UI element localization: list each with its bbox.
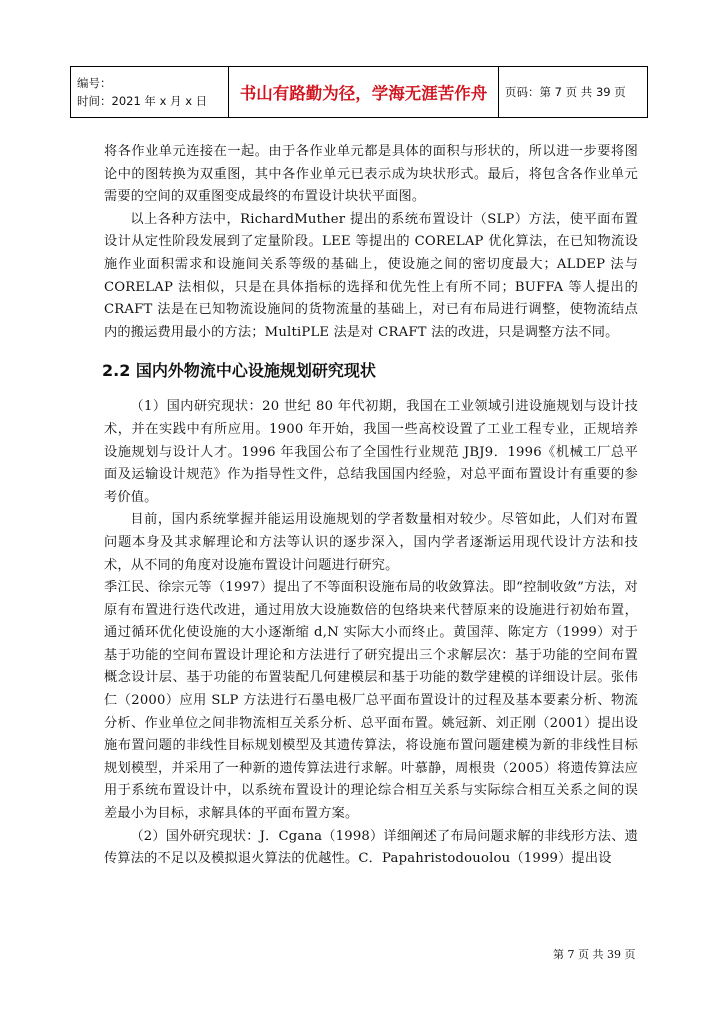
header-motto: 书山有路勤为径，学海无涯苦作舟 [239,84,488,103]
document-time-label: 时间：2021 年 x 月 x 日 [77,94,208,108]
section-title: 2.2 国内外物流中心设施规划研究现状 [102,361,376,381]
footer-page-number: 第 7 页 共 39 页 [553,948,636,961]
header-motto-cell [229,67,499,117]
header-page-cell [499,67,647,117]
paragraph-5: 季江民、徐宗元等（1997）提出了不等面积设施布局的收敛算法。即“控制收敛”方法，对原有布置进行迭代改进，通过用放大设施数倍的包络块来代替原来的设施进行初始布置，通过循环优化使设施的大小逐渐缩 d,N 实际大小而终止。黄国萍、陈定方（1999）对于基于功能的空间布置设计理论和方法进行了研究提出三个求解层次：基于功能的空间布置概念设计层、基于功能的布置装配几何建模层和基于功能的数学建模的详细设计层。张伟仁（2000）应用 SLP 方法进行石墨电极厂总平面布置设计的过程及基本要素分析、物流分析、作业单位之间非物流相互关系分析、总平面布置。姚冠新、刘正刚（2001）提出设施布置问题的非线性目标规划模型及其遗传算法，将设施布置问题建模为新的非线性目标规划模型，并采用了一种新的遗传算法进行求解。叶慕静，周根贵（2005）将遗传算法应用于系统布置设计中，以系统布置设计的理论综合相互关系与实际综合相互关系之间的误差最小为目标，求解具体的平面布置方案。 [104,580,638,822]
paragraph-6: （2）国外研究现状：J．Cgana（1998）详细阐述了布局问题求解的非线形方法、遗传算法的不足以及模拟退火算法的优越性。C．Papahristodouolou（1999）提出设 [104,828,638,867]
header-page-label: 页码：第 7 页 共 39 页 [505,85,626,99]
paragraph-1: 将各作业单元连接在一起。由于各作业单元都是具体的面积与形状的，所以进一步要将图论中的图转换为双重图，其中各作业单元已表示成为块状形式。最后，将包含各作业单元需要的空间的双重图变成最终的布置设计块状平面图。 [104,144,638,205]
document-number-label: 编号： [77,76,112,90]
header-table [70,66,648,118]
document-body [104,141,638,871]
paragraph-2: 以上各种方法中，RichardMuther 提出的系统布置设计（SLP）方法，使平面布置设计从定性阶段发展到了定量阶段。LEE 等提出的 CORELAP 优化算法，在已知物流设施作业面积需求和设施间关系等级的基础上，使设施之间的密切度最大；ALDEP 法与 CORELAP 法相似，只是在具体指标的选择和优先性上有所不同；BUFFA 等人提出的 CRAFT 法是在已知物流设施间的货物流量的基础上，对已有布局进行调整，使物流结点内的搬运费用最小的方法；MultiPLE 法是对 CRAFT 法的改进，只是调整方法不同。 [104,211,638,340]
paragraph-4: 目前，国内系统掌握并能运用设施规划的学者数量相对较少。尽管如此，人们对布置问题本身及其求解理论和方法等认识的逐步深入，国内学者逐渐运用现代设计方法和技术，从不同的角度对设施布置设计问题进行研究。 [104,512,638,573]
header-left-cell [71,67,229,117]
paragraph-3: （1）国内研究现状：20 世纪 80 年代初期，我国在工业领域引进设施规划与设计技术，并在实践中有所应用。1900 年开始，我国一些高校设置了工业工程专业，正规培养设施规划与设计人才。1996 年我国公布了全国性行业规范 JBJ9．1996《机械工厂总平面及运输设计规范》作为指导性文件，总结我国国内经验，对总平面布置设计有重要的参考价值。 [104,399,638,505]
